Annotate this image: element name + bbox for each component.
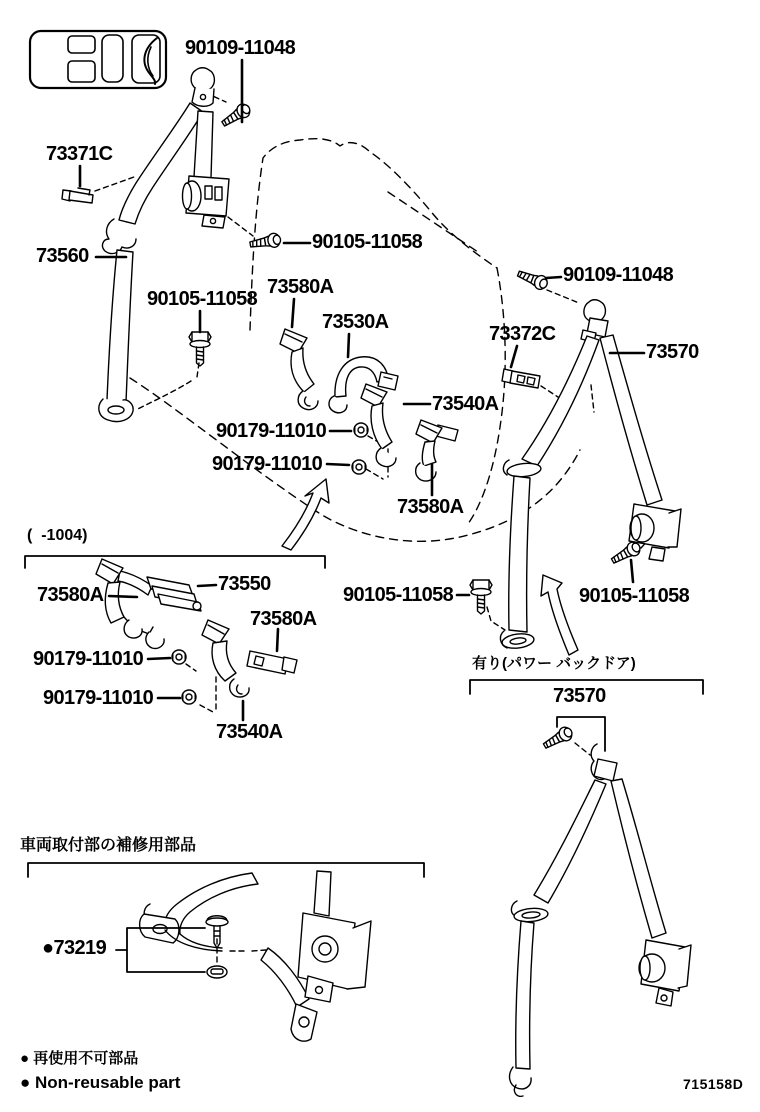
clip-73371C	[62, 188, 93, 203]
part-label-73540A-1: 73540A	[432, 393, 499, 415]
part-label-73580A-1: 73580A	[267, 276, 334, 298]
clip-73372C	[502, 369, 540, 388]
screw-90105-11058-left	[189, 332, 211, 366]
part-label-73371C: 73371C	[46, 143, 113, 165]
nut-90179-11010-3	[172, 650, 186, 664]
section-label-early-production: ( -1004)	[27, 527, 88, 544]
screw-90105-11058-center	[470, 580, 492, 614]
bolt-90109-11048-right	[516, 267, 550, 291]
part-label-73530A: 73530A	[322, 311, 389, 333]
nut-90179-11010-4	[182, 690, 196, 704]
part-label-73372C: 73372C	[489, 323, 556, 345]
nut-90179-11010-2	[352, 460, 366, 474]
part-label-73570-power-back-door: 73570	[553, 685, 606, 707]
belt-assembly-73570-power-back-door	[510, 744, 691, 1096]
part-label-90179-11010-3: 90179-11010	[33, 648, 144, 670]
belt-73530A	[329, 357, 398, 413]
repair-part-73219-assembly	[140, 871, 371, 1041]
bolt-90109-11048-lower	[541, 725, 575, 752]
part-label-90179-11010-1: 90179-11010	[216, 420, 327, 442]
part-label-73560: 73560	[36, 245, 89, 267]
buckle-73580A-1	[280, 329, 318, 410]
bolt-90105-11058-upper	[249, 232, 282, 251]
bolt-90109-11048-top	[219, 101, 252, 129]
part-label-90109-11048-top: 90109-11048	[185, 37, 296, 59]
part-label-73570-main: 73570	[646, 341, 699, 363]
part-label-73219: ●73219	[42, 937, 107, 959]
part-label-90105-11058-center: 90105-11058	[343, 584, 454, 606]
belt-assembly-73560	[99, 68, 229, 422]
part-label-73540A-2: 73540A	[216, 721, 283, 743]
nut-90179-11010-1	[354, 423, 368, 437]
buckle-73580A-2	[416, 420, 458, 481]
part-label-90179-11010-4: 90179-11010	[43, 687, 154, 709]
direction-arrow-left	[282, 479, 329, 550]
part-label-90109-11048-right: 90109-11048	[563, 264, 674, 286]
part-label-73580A-2: 73580A	[397, 496, 464, 518]
note-power-back-door: 有り(パワー バックドア)	[472, 655, 636, 672]
legend-non-reusable-en: ● Non-reusable part	[20, 1073, 181, 1092]
section-title-repair-parts: 車両取付部の補修用部品	[20, 837, 197, 854]
doc-number: 715158D	[683, 1076, 744, 1092]
part-label-73550: 73550	[218, 573, 271, 595]
direction-arrow-right	[541, 575, 578, 655]
part-label-90105-11058-upper: 90105-11058	[312, 231, 423, 253]
part-label-73580A-3: 73580A	[37, 584, 104, 606]
legend-non-reusable-jp: ● 再使用不可部品	[20, 1050, 139, 1067]
part-label-73580A-4: 73580A	[250, 608, 317, 630]
part-label-90105-11058-left: 90105-11058	[147, 288, 258, 310]
bolt-90105-11058-right	[609, 540, 643, 567]
part-label-90105-11058-right: 90105-11058	[579, 585, 690, 607]
seat-position-icon	[30, 31, 166, 88]
part-label-90179-11010-2: 90179-11010	[212, 453, 323, 475]
